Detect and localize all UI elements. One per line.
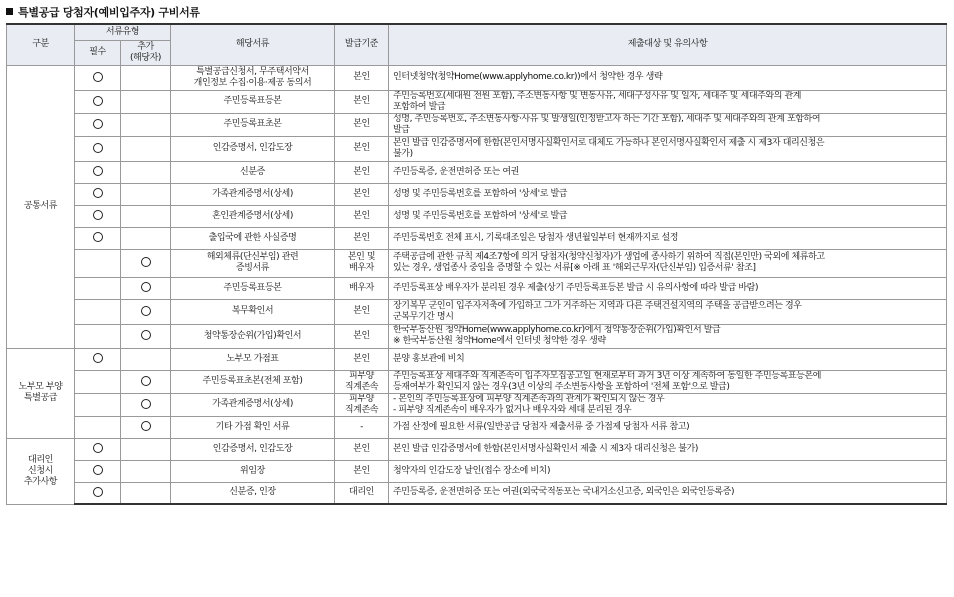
circle-mark-icon — [141, 257, 151, 267]
document-cell — [171, 277, 335, 299]
note-line: 한국부동산원 청약Home(www.applyhome.co.kr)에서 청약통장순위(가입)확인서 발급 — [393, 325, 721, 335]
issuer-cell — [335, 348, 389, 370]
notes-cell — [389, 416, 947, 438]
notes-cell — [389, 183, 947, 205]
issuer-cell — [335, 482, 389, 504]
header-document: 해당서류 — [171, 24, 335, 65]
table-row — [7, 65, 947, 90]
required-cell — [75, 113, 121, 136]
issuer-line: 본인 — [353, 96, 370, 106]
document-cell — [171, 348, 335, 370]
circle-mark-icon — [93, 72, 103, 82]
circle-mark-icon — [141, 306, 151, 316]
required-cell — [75, 65, 121, 90]
note-line: 분양 홍보관에 비치 — [393, 353, 465, 364]
notes-cell — [389, 438, 947, 460]
table-row — [7, 393, 947, 416]
table-row — [7, 299, 947, 324]
note-line: 주민등록증, 운전면허증 또는 여권(외국국적동포는 국내거소신고증, 외국인은 외국인등록증) — [393, 487, 735, 498]
issuer-cell — [335, 299, 389, 324]
table-row — [7, 161, 947, 183]
additional-cell — [121, 324, 171, 348]
notes-cell — [389, 161, 947, 183]
note-line: 주민등록증, 운전면허증 또는 여권 — [393, 166, 519, 177]
issuer-line: 본인 — [353, 353, 370, 364]
document-cell — [171, 482, 335, 504]
required-cell — [75, 183, 121, 205]
doc-line: 노부모 가점표 — [226, 353, 279, 364]
circle-mark-icon — [93, 487, 103, 497]
notes-cell — [389, 249, 947, 277]
issuer-line: 본인 — [353, 465, 370, 476]
notes-cell — [389, 324, 947, 348]
document-cell — [171, 249, 335, 277]
notes-cell — [389, 460, 947, 482]
required-cell — [75, 416, 121, 438]
doc-line: 출입국에 관한 사실증명 — [208, 232, 297, 243]
required-cell — [75, 438, 121, 460]
notes-cell — [389, 393, 947, 416]
additional-cell — [121, 183, 171, 205]
note-line: 인터넷청약(청약Home(www.applyhome.co.kr))에서 청약한 경우 생략 — [393, 72, 663, 82]
issuer-line: 피부양 — [349, 393, 374, 404]
notes-cell — [389, 136, 947, 161]
required-cell — [75, 324, 121, 348]
doc-line: 청약통장순위(가입)확인서 — [203, 330, 302, 341]
additional-cell — [121, 370, 171, 393]
issuer-cell — [335, 227, 389, 249]
issuer-cell — [335, 183, 389, 205]
issuer-cell — [335, 460, 389, 482]
doc-line: 인감증명서, 인감도장 — [212, 143, 293, 153]
doc-line: 신분증, 인장 — [229, 487, 276, 498]
required-cell — [75, 460, 121, 482]
additional-cell — [121, 482, 171, 504]
note-line: 가점 산정에 필요한 서류(일반공급 당첨자 제출서류 중 가점제 당첨자 서류 참고) — [393, 421, 690, 432]
table-row — [7, 348, 947, 370]
issuer-line: 대리인 — [349, 487, 374, 498]
document-cell — [171, 324, 335, 348]
required-cell — [75, 161, 121, 183]
circle-mark-icon — [93, 232, 103, 242]
additional-cell — [121, 299, 171, 324]
table-row — [7, 227, 947, 249]
table-row — [7, 113, 947, 136]
circle-mark-icon — [141, 330, 151, 340]
table-row — [7, 482, 947, 504]
issuer-line: - — [360, 421, 363, 432]
header-issuer: 발급기준 — [335, 24, 389, 65]
group-label: 노부모 부양 특별공급 — [7, 348, 75, 438]
table-row — [7, 205, 947, 227]
document-cell — [171, 416, 335, 438]
circle-mark-icon — [93, 353, 103, 363]
document-cell — [171, 65, 335, 90]
doc-line: 신분증 — [240, 166, 265, 177]
circle-mark-icon — [141, 376, 151, 386]
note-line: 주민등록번호 전체 표시, 기록대조일은 당첨자 생년월일부터 현재까지로 설정 — [393, 232, 679, 243]
issuer-cell — [335, 393, 389, 416]
issuer-line: 배우자 — [349, 282, 374, 293]
note-line: 주택공급에 관한 규칙 제4조7항에 의거 당첨자(청약신청자)가 생업에 종사하기 위하여 직접(본인만) 국외에 체류하고 — [393, 252, 825, 262]
notes-cell — [389, 65, 947, 90]
doc-line: 가족관계증명서(상세) — [212, 188, 293, 199]
doc-line: 해외체류(단신부임) 관련 — [206, 252, 299, 262]
required-cell — [75, 482, 121, 504]
note-line: 장기복무 군인이 입주자저축에 가입하고 그가 거주하는 지역과 다른 주택건설지역의 주택을 공급받으려는 경우 — [393, 300, 802, 311]
note-line: 불가) — [393, 148, 413, 159]
doc-line: 기타 가점 확인 서류 — [215, 421, 290, 432]
doc-line: 인감증명서, 인감도장 — [212, 443, 293, 454]
issuer-cell — [335, 416, 389, 438]
note-line: - 피부양 직계존속이 배우자가 없거나 배우자와 세대 분리된 경우 — [393, 404, 632, 415]
circle-mark-icon — [93, 210, 103, 220]
doc-line: 복무확인서 — [231, 306, 274, 316]
note-line: 등재여부가 확인되지 않는 경우(3년 이상의 주소변동사항을 포함하여 '전체 포함'으로 발급) — [393, 381, 730, 392]
issuer-cell — [335, 113, 389, 136]
table-row — [7, 324, 947, 348]
note-line: ※ 한국부동산원 청약Home에서 인터넷 청약한 경우 생략 — [393, 336, 606, 346]
circle-mark-icon — [93, 443, 103, 453]
additional-cell — [121, 113, 171, 136]
issuer-line: 본인 — [353, 232, 370, 243]
note-line: 주민등록표상 배우자가 분리된 경우 제출(상기 주민등록표등본 발급 시 유의사항에 따라 발급 바람) — [393, 282, 759, 293]
additional-cell — [121, 277, 171, 299]
issuer-cell — [335, 249, 389, 277]
square-bullet-icon — [6, 8, 13, 15]
table-row — [7, 438, 947, 460]
additional-cell — [121, 65, 171, 90]
additional-cell — [121, 348, 171, 370]
required-cell — [75, 299, 121, 324]
doc-line: 위임장 — [240, 465, 265, 476]
notes-cell — [389, 277, 947, 299]
notes-cell — [389, 113, 947, 136]
header-required: 필수 — [75, 40, 121, 65]
required-cell — [75, 249, 121, 277]
issuer-cell — [335, 136, 389, 161]
additional-cell — [121, 438, 171, 460]
document-cell — [171, 90, 335, 113]
additional-cell — [121, 136, 171, 161]
required-cell — [75, 205, 121, 227]
doc-line: 가족관계증명서(상세) — [212, 399, 293, 409]
issuer-cell — [335, 370, 389, 393]
notes-cell — [389, 299, 947, 324]
note-line: 본인 발급 인감증명서에 한함(본인서명사실확인서로 대체도 가능하나 본인서명사실확인서 제출 시 제3자 대리신청은 — [393, 137, 825, 148]
document-cell — [171, 299, 335, 324]
circle-mark-icon — [93, 465, 103, 475]
circle-mark-icon — [93, 166, 103, 176]
table-row — [7, 90, 947, 113]
table-row — [7, 136, 947, 161]
required-cell — [75, 393, 121, 416]
issuer-line: 본인 — [353, 119, 370, 129]
issuer-line: 본인 — [353, 443, 370, 454]
doc-line: 특별공급신청서, 무주택서약서 — [196, 66, 309, 77]
table-row — [7, 460, 947, 482]
note-line: 포함하여 발급 — [393, 101, 446, 112]
document-cell — [171, 227, 335, 249]
issuer-line: 본인 — [353, 188, 370, 199]
notes-cell — [389, 370, 947, 393]
issuer-cell — [335, 161, 389, 183]
issuer-cell — [335, 90, 389, 113]
note-line: 성명 및 주민등록번호를 포함하여 '상세'로 발급 — [393, 210, 568, 221]
additional-cell — [121, 460, 171, 482]
note-line: 발급 — [393, 124, 410, 135]
note-line: 청약자의 인감도장 날인(접수 장소에 비치) — [393, 465, 551, 476]
circle-mark-icon — [93, 143, 103, 153]
note-line: 성명 및 주민등록번호를 포함하여 '상세'로 발급 — [393, 188, 568, 199]
issuer-line: 본인 — [353, 166, 370, 177]
required-cell — [75, 370, 121, 393]
header-doc-type: 서류유형 — [75, 24, 171, 40]
additional-cell — [121, 161, 171, 183]
table-row — [7, 370, 947, 393]
document-cell — [171, 370, 335, 393]
required-cell — [75, 136, 121, 161]
group-label: 공통서류 — [7, 65, 75, 348]
circle-mark-icon — [141, 399, 151, 409]
doc-line: 주민등록표초본(전체 포함) — [202, 376, 303, 386]
table-row — [7, 249, 947, 277]
issuer-cell — [335, 65, 389, 90]
doc-line: 주민등록표등본 — [223, 96, 282, 106]
required-cell — [75, 90, 121, 113]
document-cell — [171, 205, 335, 227]
additional-cell — [121, 227, 171, 249]
circle-mark-icon — [141, 282, 151, 292]
doc-line: 주민등록표초본 — [223, 119, 282, 129]
issuer-cell — [335, 205, 389, 227]
notes-cell — [389, 90, 947, 113]
document-cell — [171, 161, 335, 183]
note-line: 성명, 주민등록번호, 주소변동사항·사유 및 발생일(인정받고자 하는 기간 포함), 세대주 및 세대주와의 관계 포함하여 — [393, 113, 821, 124]
table-row — [7, 277, 947, 299]
notes-cell — [389, 348, 947, 370]
circle-mark-icon — [93, 96, 103, 106]
documents-table — [6, 23, 947, 505]
document-cell — [171, 460, 335, 482]
note-line: 있는 경우, 생업종사 중임을 증명할 수 있는 서류[※ 아래 표 '해외근무자(단신부임) 입증서류' 참조] — [393, 263, 756, 273]
circle-mark-icon — [141, 421, 151, 431]
note-line: 주민등록번호(세대원 전원 포함), 주소변동사항 및 변동사유, 세대구성사유 및 일자, 세대주 및 세대주와의 관계 — [393, 90, 802, 101]
issuer-line: 본인 — [353, 306, 370, 316]
circle-mark-icon — [93, 188, 103, 198]
note-line: 본인 발급 인감증명서에 한함(본인서명사실확인서 제출 시 제3자 대리신청은 불가) — [393, 443, 698, 454]
group-label: 대리인 신청시 추가사항 — [7, 438, 75, 504]
issuer-line: 본인 — [353, 210, 370, 221]
header-notes: 제출대상 및 유의사항 — [389, 24, 947, 65]
note-line: 군복무기간 명시 — [393, 311, 454, 322]
additional-cell — [121, 416, 171, 438]
required-cell — [75, 348, 121, 370]
issuer-line: 본인 — [353, 330, 370, 341]
document-cell — [171, 136, 335, 161]
issuer-line: 직계존속 — [344, 404, 379, 415]
notes-cell — [389, 482, 947, 504]
circle-mark-icon — [93, 119, 103, 129]
doc-line: 증빙서류 — [235, 263, 270, 273]
table-row — [7, 183, 947, 205]
issuer-line: 직계존속 — [344, 381, 379, 392]
required-cell — [75, 227, 121, 249]
notes-cell — [389, 205, 947, 227]
table-row — [7, 416, 947, 438]
required-cell — [75, 277, 121, 299]
document-cell — [171, 393, 335, 416]
additional-cell — [121, 393, 171, 416]
doc-line: 주민등록표등본 — [223, 282, 282, 293]
issuer-line: 본인 — [353, 72, 370, 82]
doc-line: 혼인관계증명서(상세) — [212, 210, 293, 221]
issuer-cell — [335, 277, 389, 299]
issuer-line: 본인 — [353, 143, 370, 153]
note-line: - 본인의 주민등록표상에 피부양 직계존속과의 관계가 확인되지 않는 경우 — [393, 393, 665, 404]
issuer-cell — [335, 324, 389, 348]
header-additional: 추가 (해당자) — [121, 40, 171, 65]
note-line: 주민등록표상 세대주와 직계존속이 입주자모집공고일 현재로부터 과거 3년 이상 계속하여 동일한 주민등록표등본에 — [393, 370, 822, 381]
page-title — [6, 4, 200, 20]
page-title-text: 특별공급 당첨자(예비입주자) 구비서류 — [18, 6, 200, 19]
header-category: 구분 — [7, 24, 75, 65]
additional-cell — [121, 249, 171, 277]
additional-cell — [121, 205, 171, 227]
notes-cell — [389, 227, 947, 249]
document-cell — [171, 438, 335, 460]
issuer-line: 배우자 — [349, 263, 374, 273]
document-cell — [171, 113, 335, 136]
doc-line: 개인정보 수집·이용·제공 동의서 — [193, 77, 312, 88]
issuer-line: 피부양 — [349, 370, 374, 381]
additional-cell — [121, 90, 171, 113]
issuer-cell — [335, 438, 389, 460]
document-cell — [171, 183, 335, 205]
issuer-line: 본인 및 — [347, 252, 376, 262]
